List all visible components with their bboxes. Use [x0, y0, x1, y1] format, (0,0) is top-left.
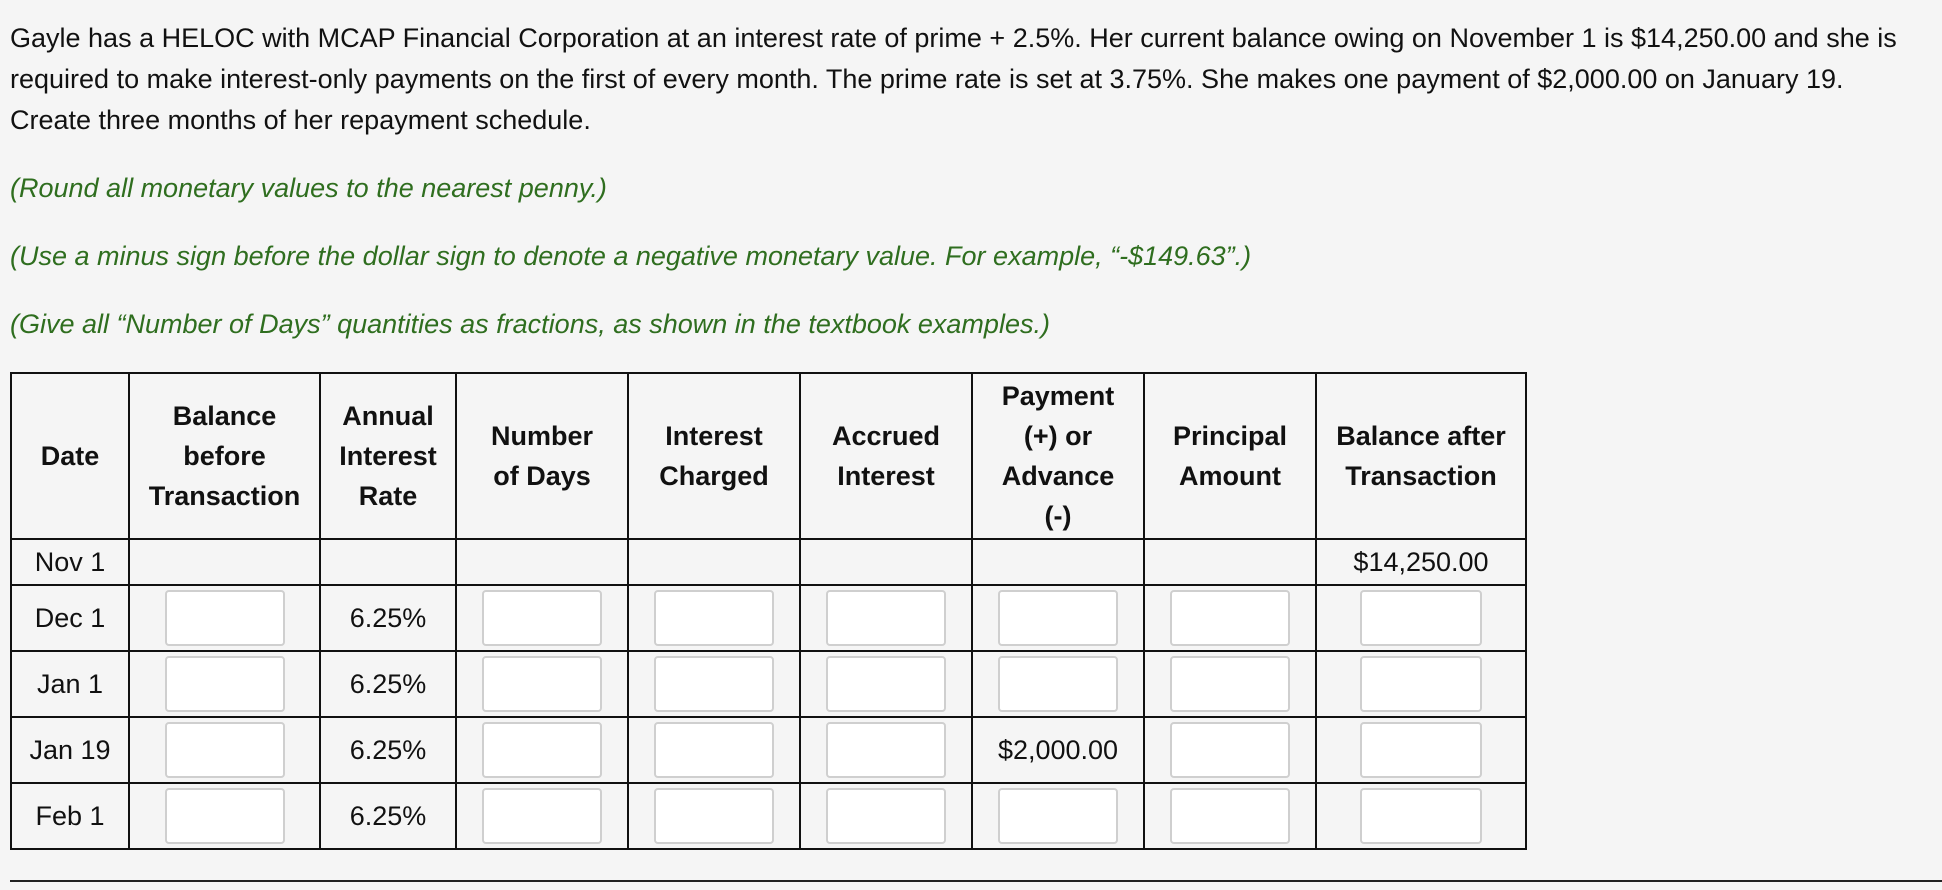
cell-interest-charged: [628, 585, 800, 651]
bottom-divider: [10, 880, 1942, 882]
interest-charged-input[interactable]: [654, 788, 774, 844]
cell-payment: $2,000.00: [972, 717, 1144, 783]
balance-before-input[interactable]: [165, 590, 285, 646]
cell-balance-before: [129, 717, 320, 783]
header-date: Date: [11, 373, 129, 539]
cell-accrued: [800, 717, 972, 783]
header-annual-rate: Annual Interest Rate: [320, 373, 456, 539]
cell-accrued: [800, 783, 972, 849]
header-balance-after: Balance after Transaction: [1316, 373, 1526, 539]
table-row: [11, 539, 1526, 585]
table-header-row: [11, 373, 1526, 539]
cell-payment: [972, 651, 1144, 717]
cell-annual-rate: 6.25%: [320, 783, 456, 849]
cell-date: Jan 1: [11, 651, 129, 717]
principal-amount-input[interactable]: [1170, 590, 1290, 646]
repayment-schedule-table: [10, 372, 1527, 850]
rounding-note: (Round all monetary values to the nearest penny.): [10, 173, 607, 203]
cell-date: Dec 1: [11, 585, 129, 651]
question-text: Gayle has a HELOC with MCAP Financial Corporation at an interest rate of prime + 2.5%. Her current balance owing on November 1 is $14,250.00 and she is required to make interest-only payments on the first of every month. The prime rate is set at 3.75%. She makes one payment of $2,000.00 on January 19. Create three months of her repayment schedule.: [10, 23, 1897, 135]
header-balance-before: Balance before Transaction: [129, 373, 320, 539]
cell-balance-before: [129, 783, 320, 849]
table-row: [11, 717, 1526, 783]
cell-interest-charged: [628, 783, 800, 849]
cell-annual-rate: 6.25%: [320, 717, 456, 783]
cell-payment: [972, 585, 1144, 651]
accrued-interest-input[interactable]: [826, 656, 946, 712]
balance-before-input[interactable]: [165, 722, 285, 778]
cell-date: Feb 1: [11, 783, 129, 849]
balance-after-input[interactable]: [1360, 590, 1482, 646]
cell-empty: [1144, 539, 1316, 585]
cell-principal: [1144, 783, 1316, 849]
payment-input[interactable]: [998, 788, 1118, 844]
principal-amount-input[interactable]: [1170, 722, 1290, 778]
number-of-days-input[interactable]: [482, 722, 602, 778]
cell-balance-after: [1316, 585, 1526, 651]
balance-after-input[interactable]: [1360, 788, 1482, 844]
cell-accrued: [800, 651, 972, 717]
interest-charged-input[interactable]: [654, 722, 774, 778]
header-principal-amount: Principal Amount: [1144, 373, 1316, 539]
header-payment-advance: Payment (+) or Advance (-): [972, 373, 1144, 539]
header-accrued-interest: Accrued Interest: [800, 373, 972, 539]
principal-amount-input[interactable]: [1170, 656, 1290, 712]
interest-charged-input[interactable]: [654, 590, 774, 646]
table-row: [11, 585, 1526, 651]
payment-input[interactable]: [998, 590, 1118, 646]
cell-empty: [129, 539, 320, 585]
accrued-interest-input[interactable]: [826, 788, 946, 844]
cell-payment: [972, 783, 1144, 849]
cell-empty: [320, 539, 456, 585]
table-row: [11, 783, 1526, 849]
number-of-days-input[interactable]: [482, 656, 602, 712]
cell-interest-charged: [628, 717, 800, 783]
accrued-interest-input[interactable]: [826, 590, 946, 646]
balance-after-input[interactable]: [1360, 722, 1482, 778]
header-interest-charged: Interest Charged: [628, 373, 800, 539]
cell-annual-rate: 6.25%: [320, 585, 456, 651]
cell-balance-after: [1316, 717, 1526, 783]
payment-input[interactable]: [998, 656, 1118, 712]
cell-days: [456, 651, 628, 717]
cell-balance-after: $14,250.00: [1316, 539, 1526, 585]
cell-principal: [1144, 585, 1316, 651]
cell-empty: [628, 539, 800, 585]
negative-value-note: (Use a minus sign before the dollar sign to denote a negative monetary value. For example, “-$149.63”.): [10, 241, 1252, 271]
cell-balance-before: [129, 651, 320, 717]
balance-before-input[interactable]: [165, 656, 285, 712]
cell-balance-before: [129, 585, 320, 651]
days-fraction-note: (Give all “Number of Days” quantities as fractions, as shown in the textbook examples.): [10, 309, 1050, 339]
balance-after-input[interactable]: [1360, 656, 1482, 712]
cell-days: [456, 717, 628, 783]
cell-days: [456, 783, 628, 849]
cell-date: Nov 1: [11, 539, 129, 585]
cell-accrued: [800, 585, 972, 651]
cell-balance-after: [1316, 783, 1526, 849]
number-of-days-input[interactable]: [482, 788, 602, 844]
cell-annual-rate: 6.25%: [320, 651, 456, 717]
accrued-interest-input[interactable]: [826, 722, 946, 778]
cell-empty: [972, 539, 1144, 585]
balance-before-input[interactable]: [165, 788, 285, 844]
cell-balance-after: [1316, 651, 1526, 717]
cell-interest-charged: [628, 651, 800, 717]
table-row: [11, 651, 1526, 717]
number-of-days-input[interactable]: [482, 590, 602, 646]
cell-principal: [1144, 717, 1316, 783]
header-number-of-days: Number of Days: [456, 373, 628, 539]
cell-days: [456, 585, 628, 651]
principal-amount-input[interactable]: [1170, 788, 1290, 844]
cell-empty: [800, 539, 972, 585]
cell-date: Jan 19: [11, 717, 129, 783]
cell-principal: [1144, 651, 1316, 717]
interest-charged-input[interactable]: [654, 656, 774, 712]
cell-empty: [456, 539, 628, 585]
